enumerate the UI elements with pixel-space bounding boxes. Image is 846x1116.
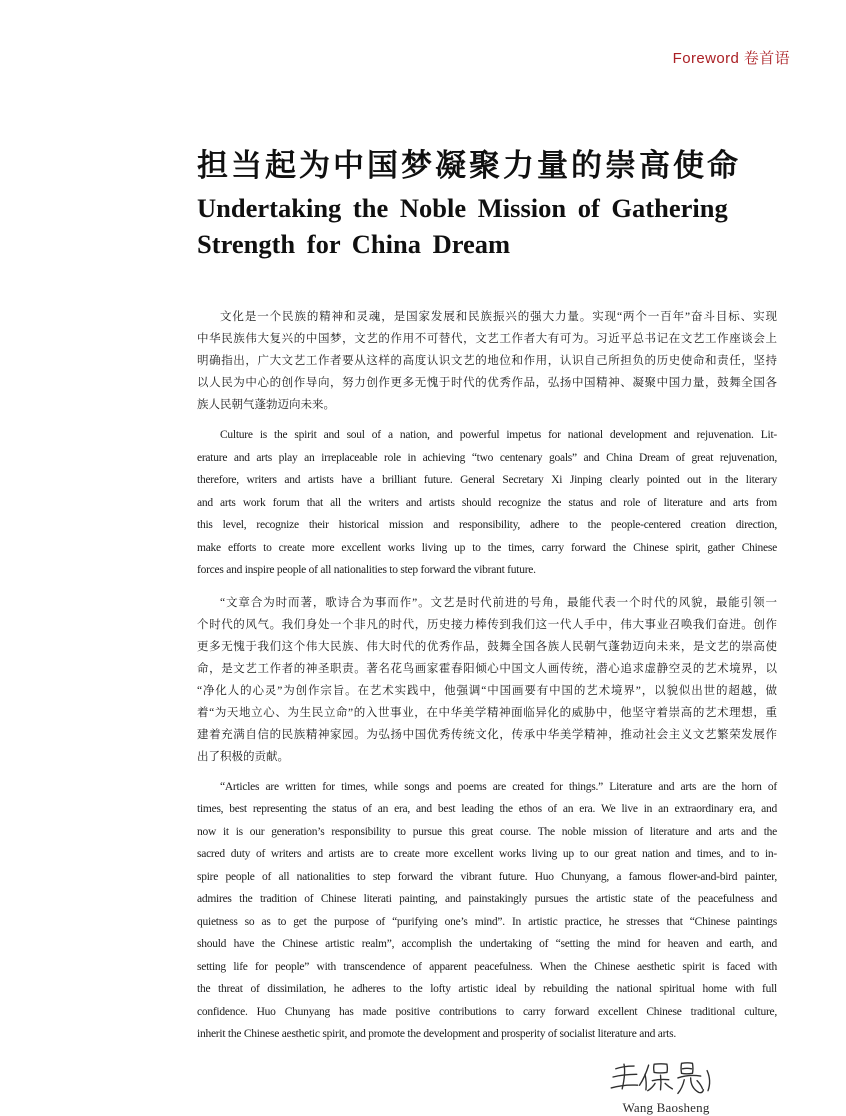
- text-line: times, best representing the status of an era, and best leading the ethos of an era. We live in an extraordinary era, and: [197, 803, 777, 815]
- text-line: sacred duty of writers and artists are to create more excellent works living up to our great nation and times, and to in-: [197, 848, 777, 860]
- text-line: erature and arts play an irreplaceable role in achieving “two centenary goals” and China Dream of great rejuvenation,: [197, 451, 777, 464]
- text-line: should have the Chinese artistic realm”, accomplish the undertaking of “setting the mind for heaven and earth, and: [197, 938, 777, 950]
- text-line: 以人民为中心的创作导向，努力创作更多无愧于时代的优秀作品，弘扬中国精神、凝聚中国力量，鼓舞全国各: [197, 377, 777, 389]
- paragraph-chinese-2: [197, 592, 777, 768]
- text-line: 命，是文艺工作者的神圣职责。著名花鸟画家霍春阳倾心中国文人画传统，潜心追求虚静空灵的艺术境界，以: [197, 662, 777, 675]
- text-line: admires the tradition of Chinese literati painting, and painstakingly pursues the artistic state of the peacefulness and: [197, 893, 777, 905]
- text-line: this level, recognize their historical mission and responsibility, adhere to the people-centered creation direction,: [197, 519, 777, 531]
- signature-name: Wang Baosheng: [622, 1099, 710, 1115]
- text-line: 更多无愧于我们这个伟大民族、伟大时代的优秀作品，鼓舞全国各族人民朝气蓬勃迈向未来，是文艺的崇高使: [197, 640, 777, 653]
- text-line: confidence. Huo Chunyang has made positive contributions to carry forward excellent Chinese traditional culture,: [197, 1005, 777, 1018]
- text-line: 文化是一个民族的精神和灵魂，是国家发展和民族振兴的强大力量。实现“两个一百年”奋斗目标、实现: [220, 311, 777, 323]
- text-column: [197, 146, 777, 1116]
- text-line: now it is our generation’s responsibility to pursue this great course. The noble mission of literature and arts and the: [197, 825, 777, 838]
- signature-handwriting-image: [601, 1056, 731, 1098]
- text-line: make efforts to create more excellent works living up to the times, carry forward the Chinese spirit, gather Chinese: [197, 541, 777, 554]
- text-line: and arts work forum that all the writers and artists should recognize the status and role of literature and arts from: [197, 496, 777, 509]
- text-line: 中华民族伟大复兴的中国梦，文艺的作用不可替代，文艺工作者大有可为。习近平总书记在文艺工作座谈会上: [197, 333, 777, 345]
- text-line: forces and inspire people of all nationalities to step forward the vibrant future.: [197, 564, 536, 576]
- text-line: 着“为天地立心、为生民立命”的入世事业，在中华美学精神面临异化的威胁中，他坚守着崇高的艺术理想，重: [197, 706, 777, 719]
- text-line: Culture is the spirit and soul of a nation, and powerful impetus for national development and rejuvenation. Lit-: [220, 429, 777, 441]
- section-label: Foreword 卷首语: [672, 50, 790, 67]
- paragraph-chinese-1: [197, 306, 777, 416]
- text-line: 个时代的风气。我们身处一个非凡的时代，历史接力棒传到我们这一代人手中，伟大事业召唤我们奋进。创作: [197, 618, 777, 631]
- text-line: 族人民朝气蓬勃迈向未来。: [197, 399, 335, 411]
- paragraph-english-2: [197, 776, 777, 1046]
- text-line: inherit the Chinese aesthetic spirit, and promote the development and prosperity of socialist literature and arts.: [197, 1028, 676, 1040]
- text-line: setting life for people” with transcendence of apparent peacefulness. When the Chinese aesthetic spirit is faced with: [197, 960, 777, 973]
- text-line: quietness so as to get the purpose of “purifying one’s mind”. In artistic practice, he stresses that “Chinese paintings: [197, 915, 777, 928]
- text-line: therefore, writers and artists have a brilliant future. General Secretary Xi Jinping clearly pointed out in the literary: [197, 474, 777, 486]
- text-line: Strength for China Dream: [197, 229, 511, 259]
- text-line: “净化人的心灵”为创作宗旨。在艺术实践中，他强调“中国画要有中国的艺术境界”，以貌似出世的超越，做: [197, 684, 777, 697]
- text-line: Undertaking the Noble Mission of Gathering: [197, 193, 728, 223]
- page-title-chinese: 担当起为中国梦凝聚力量的崇高使命: [197, 148, 741, 183]
- signature-block: [591, 1056, 741, 1116]
- text-line: 出了积极的贡献。: [197, 750, 289, 763]
- page-title-english: [197, 190, 777, 262]
- text-line: the threat of dissimilation, he adheres to the lofty artistic ideal by rebuilding the national spiritual home with full: [197, 983, 777, 995]
- text-line: “Articles are written for times, while songs and poems are created for things.” Literature and arts are the horn of: [220, 780, 777, 793]
- text-line: 明确指出，广大文艺工作者要从这样的高度认识文艺的地位和作用，认识自己所担负的历史使命和责任，坚持: [197, 355, 777, 367]
- text-line: “文章合为时而著，歌诗合为事而作”。文艺是时代前进的号角，最能代表一个时代的风貌，最能引领一: [220, 596, 777, 609]
- text-line: 建着充满自信的民族精神家园。为弘扬中国优秀传统文化，传承中华美学精神，推动社会主义文艺繁荣发展作: [197, 728, 777, 741]
- paragraph-english-1: [197, 424, 777, 582]
- text-line: spire people of all nationalities to step forward the vibrant future. Huo Chunyang, a famous flower-and-bird painter,: [197, 870, 777, 883]
